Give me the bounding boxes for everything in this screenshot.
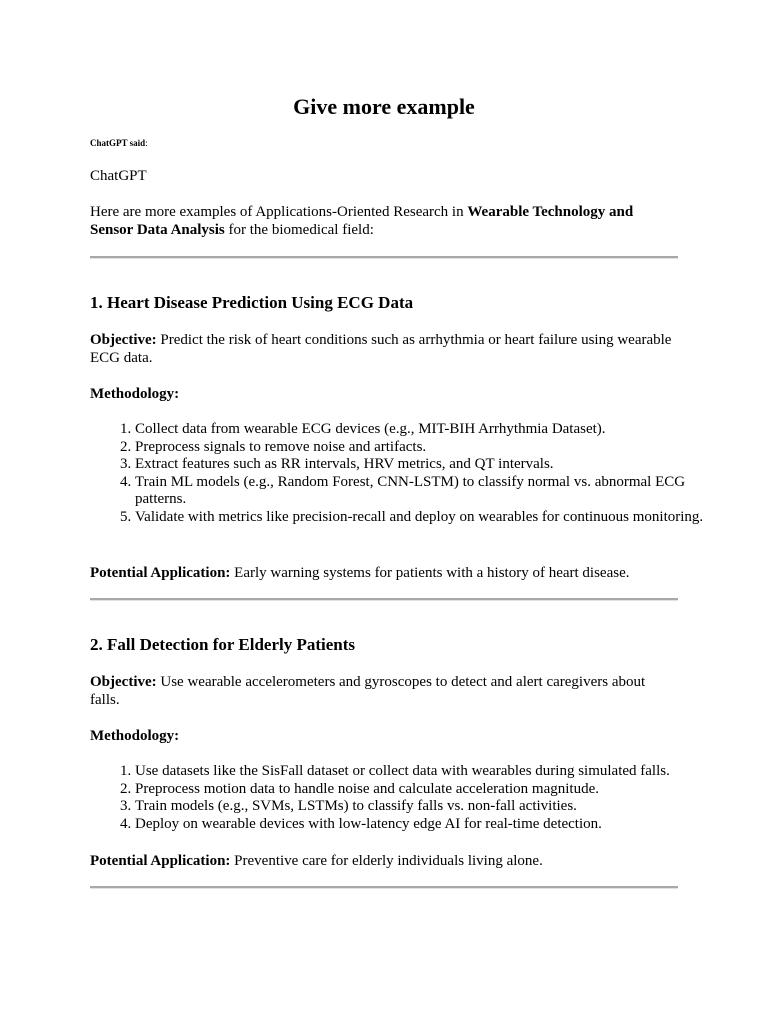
objective-label: Objective:: [90, 332, 157, 348]
intro-text-end: for the biomedical field:: [224, 222, 374, 238]
application-label: Potential Application:: [90, 853, 231, 869]
methodology-label-text: Methodology:: [90, 386, 180, 402]
objective-text: Use wearable accelerometers and gyroscopes to detect and alert caregivers about falls.: [90, 674, 646, 708]
page-title: Give more example: [293, 94, 475, 119]
application-label: Potential Application:: [90, 565, 231, 581]
speaker-label: [90, 137, 148, 149]
list-item: 1. Use datasets like the SisFall dataset or collect data with wearables during simulated falls.: [135, 763, 723, 781]
speaker-label-colon: :: [145, 138, 148, 148]
list-item: 4. Train ML models (e.g., Random Forest, CNN-LSTM) to classify normal vs. abnormal ECG patterns.: [135, 474, 723, 509]
application-paragraph: [90, 852, 678, 870]
objective-text: Predict the risk of heart conditions such as arrhythmia or heart failure using wearable ECG data.: [90, 332, 672, 366]
divider: [90, 886, 678, 889]
divider: [90, 256, 678, 259]
objective-paragraph: [90, 673, 678, 709]
speaker-label-text: ChatGPT said: [90, 138, 146, 148]
methodology-label: [90, 727, 678, 745]
list-item: 3. Extract features such as RR intervals, HRV metrics, and QT intervals.: [135, 456, 723, 474]
section-heading: 1. Heart Disease Prediction Using ECG Data: [90, 293, 414, 312]
speaker-name: ChatGPT: [90, 168, 147, 184]
list-item: 5. Validate with metrics like precision-recall and deploy on wearables for continuous monitoring.: [135, 509, 723, 527]
section-heading: 2. Fall Detection for Elderly Patients: [90, 635, 356, 654]
objective-label: Objective:: [90, 674, 157, 690]
application-text: Early warning systems for patients with a history of heart disease.: [230, 565, 630, 581]
divider: [90, 598, 678, 601]
objective-paragraph: [90, 331, 678, 367]
list-item: 4. Deploy on wearable devices with low-latency edge AI for real-time detection.: [135, 816, 723, 834]
list-item: 2. Preprocess motion data to handle noise and calculate acceleration magnitude.: [135, 781, 723, 799]
methodology-list: [90, 421, 723, 526]
list-item: 3. Train models (e.g., SVMs, LSTMs) to classify falls vs. non-fall activities.: [135, 798, 723, 816]
application-text: Preventive care for elderly individuals living alone.: [230, 853, 543, 869]
intro-paragraph: [90, 203, 678, 239]
intro-text: Here are more examples of Applications-Oriented Research in: [90, 204, 468, 220]
intro-topic: Wearable Technology and Sensor Data Analysis: [90, 204, 634, 238]
methodology-label: [90, 385, 678, 403]
methodology-list: [90, 763, 723, 833]
list-item: 1. Collect data from wearable ECG devices (e.g., MIT-BIH Arrhythmia Dataset).: [135, 421, 723, 439]
list-item: 2. Preprocess signals to remove noise and artifacts.: [135, 439, 723, 457]
application-paragraph: [90, 564, 678, 582]
methodology-label-text: Methodology:: [90, 728, 180, 744]
